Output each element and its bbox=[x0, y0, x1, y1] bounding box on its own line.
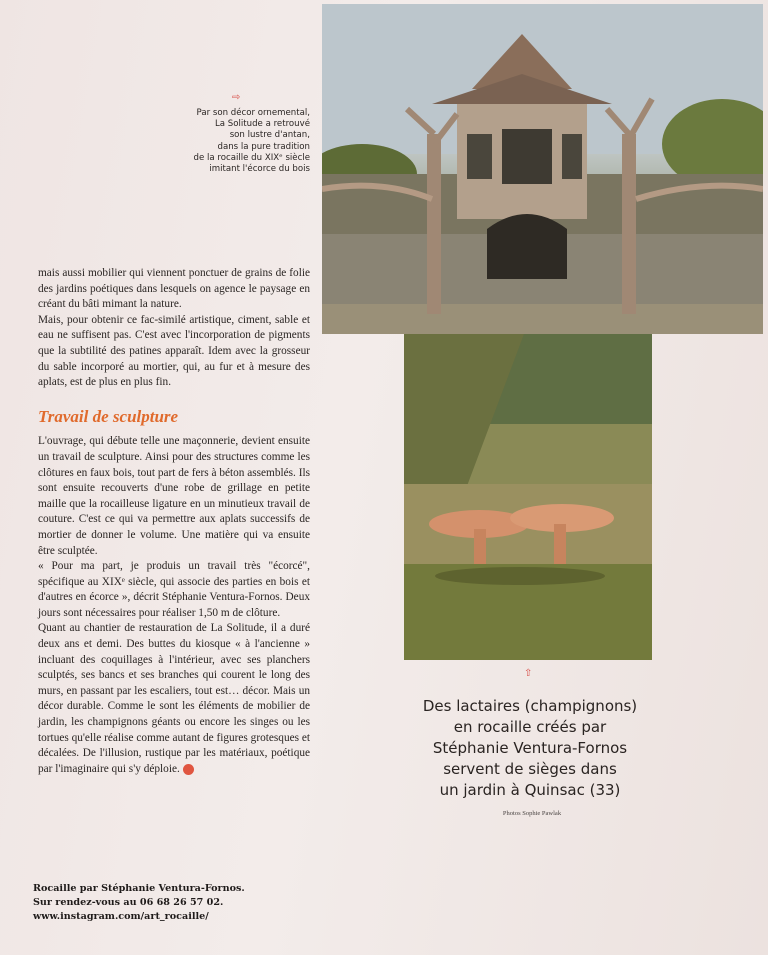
arrow-right-icon: ⇨ bbox=[232, 92, 241, 103]
end-of-article-icon bbox=[183, 764, 194, 775]
credit-phone: Sur rendez-vous au 06 68 26 57 02. bbox=[33, 897, 224, 908]
credit-name: Rocaille par Stéphanie Ventura-Fornos. bbox=[33, 883, 245, 894]
caption-line: La Solitude a retrouvé bbox=[215, 119, 310, 130]
caption-line: Stéphanie Ventura-Fornos bbox=[432, 739, 628, 757]
credit-website: www.instagram.com/art_rocaille/ bbox=[33, 911, 209, 922]
caption-line: dans la pure tradition bbox=[217, 141, 310, 152]
caption-line: son lustre d'antan, bbox=[229, 130, 310, 141]
section-heading: Travail de sculpture bbox=[38, 406, 179, 426]
caption-line: imitant l'écorce du bois bbox=[209, 164, 310, 175]
caption-line: en rocaille créés par bbox=[453, 718, 607, 736]
paragraph bbox=[38, 621, 310, 777]
bottom-photo-caption bbox=[392, 696, 668, 801]
article-body bbox=[38, 266, 310, 777]
paragraph: Mais, pour obtenir ce fac-similé artistique, ciment, sable et eau ne suffisent pas. C'est avec l'incorporation de pigments que la subtilité des patines apparaît. Idem avec la grosseur du sable incorporé au mortier, qui, au fur et à mesure des aplats, est de plus en plus fin. bbox=[38, 313, 310, 389]
top-photo-caption bbox=[160, 108, 310, 175]
paragraph-text: Quant au chantier de restauration de La Solitude, il a duré deux ans et demi. Des buttes du kiosque « à l'ancienne » incluant des coquillages à l'intérieur, avec ses planchers sculptés, ses bancs et ses branches qui courent le long des murs, en passant par les escaliers, tout est… décor. Mais un décor durable. Comme le sont les éléments de mobilier de jardin, les champignons géants ou encore les singes ou les tortues qu'elle réalise comme autant de figures grotesques et décalées. De l'illusion, rustique par les matériaux, poétique par l'imaginaire qui s'y déploie. bbox=[38, 622, 310, 775]
caption-line: Des lactaires (champignons) bbox=[422, 697, 638, 715]
paragraph: mais aussi mobilier qui viennent ponctuer de grains de folie des jardins poétiques dans lesquels on agence le paysage en créant du bâti mimant la nature. bbox=[38, 267, 310, 311]
arrow-up-icon: ⇧ bbox=[524, 668, 533, 679]
paragraph: « Pour ma part, je produis un travail très "écorcé", spécifique au XIXᵉ siècle, qui associe des parties en bois et d'autres en écorce », décrit Stéphanie Ventura-Fornos. Deux jours sont nécessaires pour réaliser 1,50 m de clôture. bbox=[38, 560, 310, 619]
caption-line: Par son décor ornemental, bbox=[196, 108, 310, 118]
paragraph: L'ouvrage, qui débute telle une maçonnerie, devient ensuite un travail de sculpture. Ainsi pour des structures comme les clôtures en faux bois, tout part de fers à béton assemblés. Ils sont ensuite recouverts d'une robe de grillage en petite maille que la rocailleuse ligature en un minutieux travail de couture. C'est ce qui va permettre aux aplats successifs de mortier de donner le volume. Une matière qui va ensuite être sculptée. bbox=[38, 435, 310, 557]
caption-line: de la rocaille du XIXᵉ siècle bbox=[193, 152, 310, 163]
caption-line: servent de sièges dans bbox=[443, 760, 617, 778]
kiosk-photo bbox=[322, 4, 763, 334]
photo-credit: Photos Sophie Pawlak bbox=[502, 810, 562, 817]
mushroom-seats-photo bbox=[404, 334, 652, 660]
caption-line: un jardin à Quinsac (33) bbox=[439, 781, 621, 799]
artist-credit bbox=[33, 882, 313, 924]
